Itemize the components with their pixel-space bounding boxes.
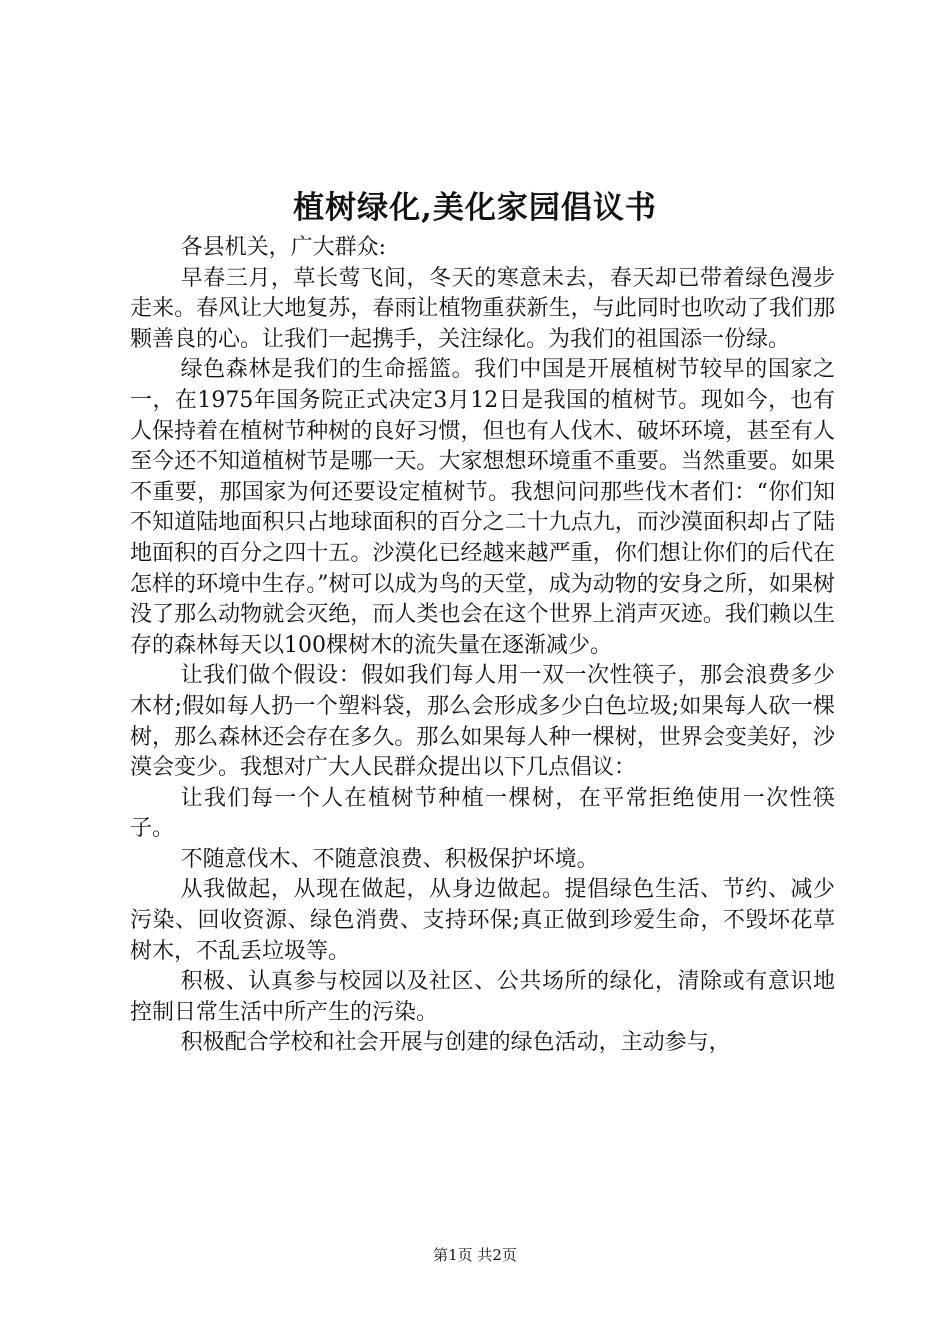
- proposal-item: 从我做起，从现在做起，从身边做起。提倡绿色生活、节约、减少污染、回收资源、绿色消费、支持环保;真正做到珍爱生命，不毁坏花草树木，不乱丢垃圾等。: [130, 877, 835, 964]
- body-paragraph: 绿色森林是我们的生命摇篮。我们中国是开展植树节较早的国家之一，在1975年国务院正式决定3月12日是我国的植树节。现如今，也有人保持着在植树节种树的良好习惯，但也有人伐木、破坏环境，甚至有人至今还不知道植树节是哪一天。大家想想环境重不重要。当然重要。如果不重要，那国家为何还要设定植树节。我想问问那些伐木者们：“你们知不知道陆地面积只占地球面积的百分之二十九点九，而沙漠面积却占了陆地面积的百分之四十五。沙漠化已经越来越严重，你们想让你们的后代在怎样的环境中生存。”树可以成为鸟的天堂，成为动物的安身之所，如果树没了那么动物就会灭绝，而人类也会在这个世界上消声灭迹。我们赖以生存的森林每天以100棵树木的流失量在逐渐减少。: [130, 357, 835, 658]
- proposal-item: 不随意伐木、不随意浪费、积极保护坏境。: [180, 846, 599, 872]
- proposal-item: 让我们每一个人在植树节种植一棵树，在平常拒绝使用一次性筷子。: [130, 785, 835, 842]
- proposal-item: 积极、认真参与校园以及社区、公共场所的绿化，清除或有意识地控制日常生活中所产生的污染。: [130, 969, 835, 1025]
- page-number-footer: 第1页 共2页: [433, 1246, 517, 1264]
- body-paragraph: 让我们做个假设：假如我们每人用一双一次性筷子，那会浪费多少木材;假如每人扔一个塑料袋，那么会形成多少白色垃圾;如果每人砍一棵树，那么森林还会存在多久。那么如果每人种一棵树，世界会变美好，沙漠会变少。我想对广大人民群众提出以下几点倡议：: [130, 663, 835, 781]
- salutation-paragraph: 各县机关，广大群众:: [180, 235, 387, 260]
- document-title: 植树绿化,美化家园倡议书: [293, 190, 657, 226]
- proposal-item: 积极配合学校和社会开展与创建的绿色活动，主动参与，: [180, 1030, 731, 1056]
- body-paragraph: 早春三月，草长莺飞间，冬天的寒意未去，春天却已带着绿色漫步走来。春风让大地复苏，春雨让植物重获新生，与此同时也吹动了我们那颗善良的心。让我们一起携手，关注绿化。为我们的祖国添一份绿。: [130, 265, 835, 352]
- document-body: [130, 233, 835, 1059]
